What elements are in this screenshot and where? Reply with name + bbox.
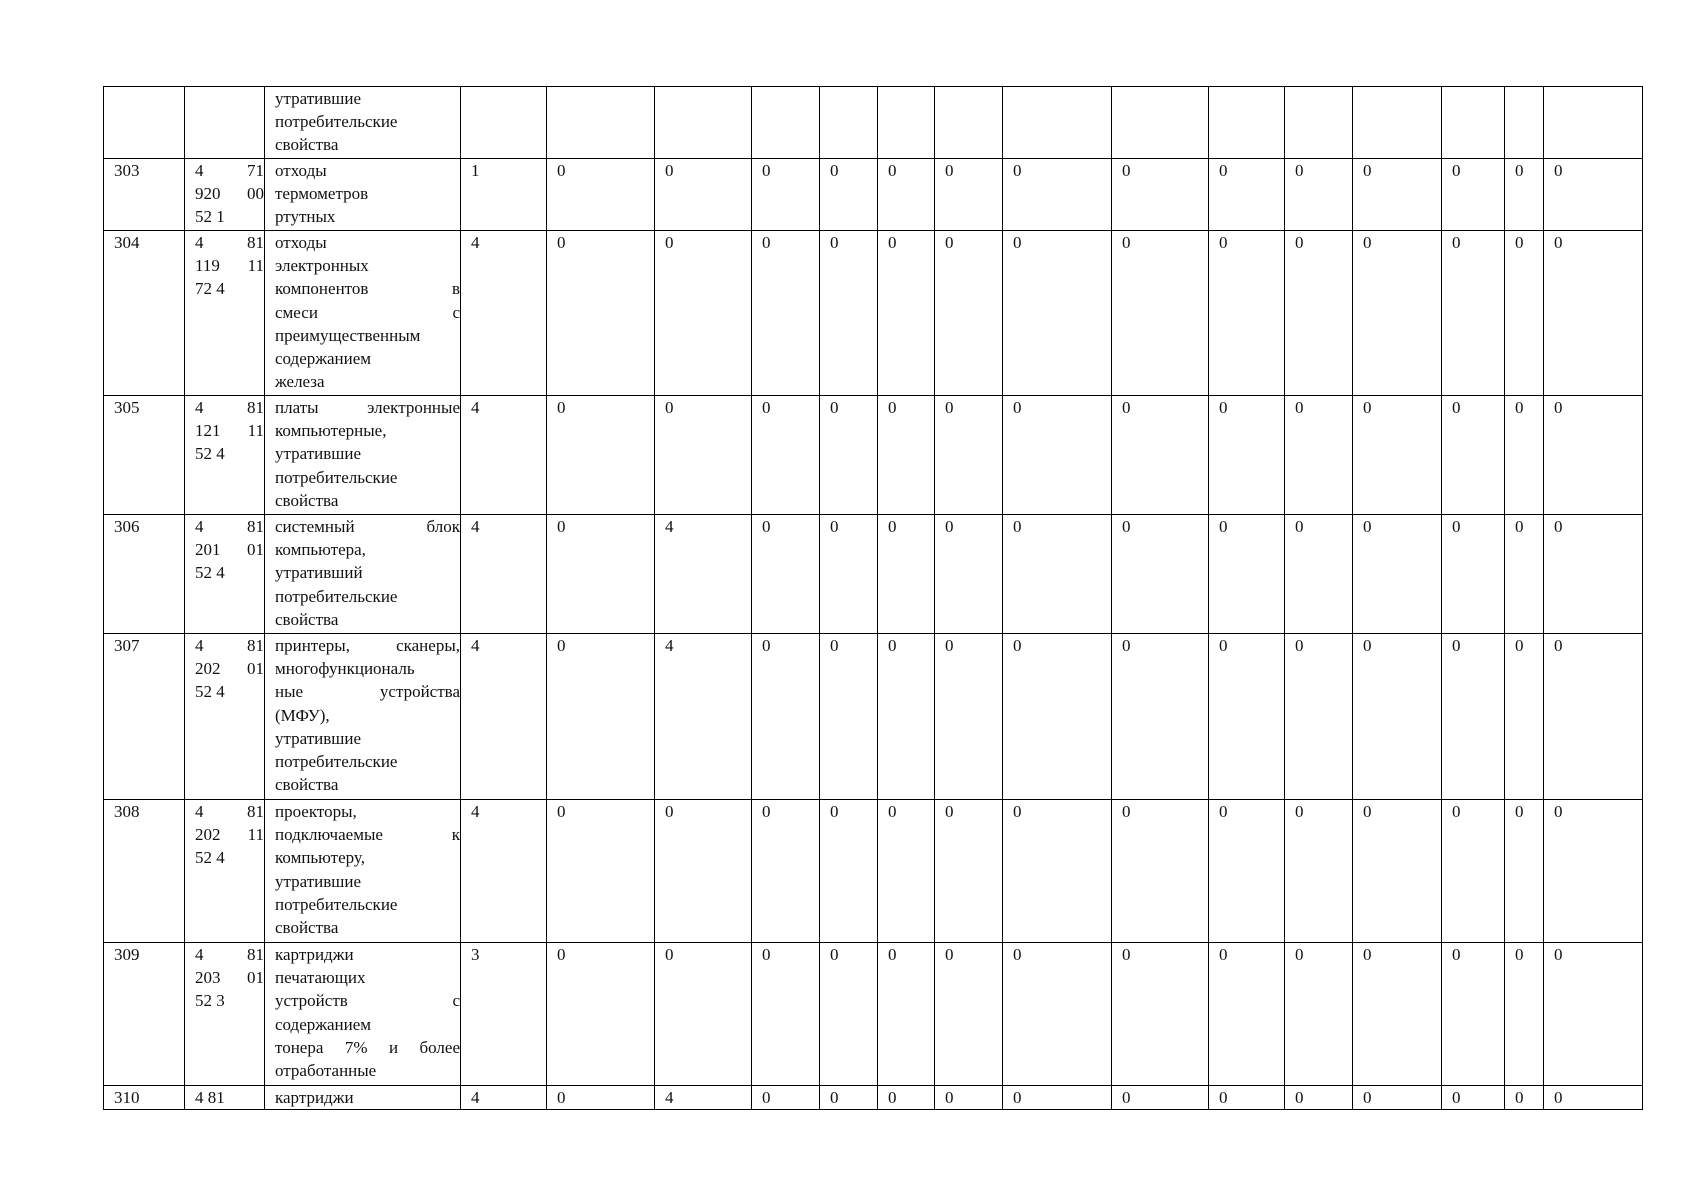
table-row bbox=[104, 396, 1643, 515]
waste-name-line: утратившие bbox=[275, 444, 362, 464]
waste-name-cell bbox=[265, 396, 461, 515]
waste-code-line: 4 81 bbox=[195, 945, 264, 964]
value-cell: 0 bbox=[1505, 396, 1544, 515]
waste-code-line: 52 4 bbox=[195, 563, 225, 583]
value-cell: 0 bbox=[935, 800, 1003, 943]
row-number-cell: 306 bbox=[104, 515, 185, 634]
waste-name-line: тонера 7% и более bbox=[275, 1037, 460, 1057]
value-cell: 0 bbox=[1353, 515, 1442, 634]
value-cell: 0 bbox=[1112, 159, 1209, 231]
waste-name-line: отходы bbox=[275, 233, 327, 252]
value-cell: 0 bbox=[1442, 800, 1505, 943]
waste-name-cell bbox=[265, 1086, 461, 1110]
value-cell: 0 bbox=[1209, 634, 1285, 800]
waste-name-line: утративший bbox=[275, 563, 363, 583]
waste-code-cell bbox=[185, 1086, 265, 1110]
table-row bbox=[104, 634, 1643, 800]
waste-name-line: потребительские bbox=[275, 112, 398, 132]
value-cell: 0 bbox=[1003, 634, 1112, 800]
value-cell: 0 bbox=[1112, 800, 1209, 943]
value-cell: 0 bbox=[878, 231, 935, 396]
waste-code-cell bbox=[185, 634, 265, 800]
waste-code-cell bbox=[185, 800, 265, 943]
value-cell: 0 bbox=[1209, 515, 1285, 634]
value-cell: 0 bbox=[1285, 634, 1353, 800]
value-cell: 4 bbox=[461, 800, 547, 943]
value-cell: 4 bbox=[461, 396, 547, 515]
value-cell bbox=[547, 87, 655, 159]
waste-name-line: системный блок bbox=[275, 517, 460, 536]
value-cell: 0 bbox=[752, 943, 820, 1086]
value-cell: 0 bbox=[1544, 634, 1643, 800]
value-cell: 0 bbox=[1442, 634, 1505, 800]
table-row bbox=[104, 231, 1643, 396]
waste-code-cell bbox=[185, 396, 265, 515]
value-cell bbox=[752, 87, 820, 159]
value-cell: 0 bbox=[547, 396, 655, 515]
waste-code-line: 52 3 bbox=[195, 991, 225, 1011]
waste-name-cell bbox=[265, 159, 461, 231]
value-cell: 0 bbox=[878, 800, 935, 943]
value-cell: 0 bbox=[547, 515, 655, 634]
value-cell: 0 bbox=[820, 1086, 878, 1110]
value-cell: 0 bbox=[547, 231, 655, 396]
value-cell: 0 bbox=[1353, 943, 1442, 1086]
row-number-cell: 303 bbox=[104, 159, 185, 231]
value-cell bbox=[878, 87, 935, 159]
value-cell: 0 bbox=[547, 943, 655, 1086]
value-cell: 0 bbox=[655, 396, 752, 515]
value-cell: 0 bbox=[1112, 231, 1209, 396]
waste-name-line: многофункциональ bbox=[275, 659, 415, 679]
value-cell: 0 bbox=[820, 396, 878, 515]
value-cell: 0 bbox=[935, 634, 1003, 800]
value-cell: 0 bbox=[878, 159, 935, 231]
value-cell: 1 bbox=[461, 159, 547, 231]
waste-code-line: 4 81 bbox=[195, 517, 264, 536]
value-cell: 0 bbox=[1112, 396, 1209, 515]
value-cell: 0 bbox=[1112, 1086, 1209, 1110]
waste-table bbox=[103, 86, 1643, 1110]
value-cell: 0 bbox=[878, 943, 935, 1086]
value-cell bbox=[820, 87, 878, 159]
waste-name-line: принтеры, сканеры, bbox=[275, 636, 460, 655]
waste-name-line: отходы bbox=[275, 161, 327, 180]
waste-name-line: подключаемые к bbox=[275, 825, 460, 845]
row-number-cell: 307 bbox=[104, 634, 185, 800]
waste-name-line: преимущественным bbox=[275, 325, 421, 345]
waste-code-cell bbox=[185, 87, 265, 159]
waste-name-cell bbox=[265, 943, 461, 1086]
waste-name-line: свойства bbox=[275, 135, 339, 155]
row-number-cell: 310 bbox=[104, 1086, 185, 1110]
value-cell: 4 bbox=[461, 231, 547, 396]
table-row bbox=[104, 943, 1643, 1086]
row-number-cell: 304 bbox=[104, 231, 185, 396]
waste-name-line: утратившие bbox=[275, 871, 362, 891]
value-cell: 0 bbox=[1544, 159, 1643, 231]
value-cell bbox=[461, 87, 547, 159]
waste-name-cell bbox=[265, 231, 461, 396]
waste-code-line: 4 81 bbox=[195, 398, 264, 417]
waste-name-line: ные устройства bbox=[275, 682, 460, 702]
waste-name-line: потребительские bbox=[275, 586, 398, 606]
value-cell: 0 bbox=[820, 231, 878, 396]
table-row bbox=[104, 515, 1643, 634]
table-row bbox=[104, 1086, 1643, 1110]
waste-name-line: свойства bbox=[275, 609, 339, 629]
waste-name-line: утратившие bbox=[275, 89, 362, 108]
value-cell bbox=[935, 87, 1003, 159]
value-cell: 0 bbox=[1285, 159, 1353, 231]
value-cell bbox=[1544, 87, 1643, 159]
value-cell: 0 bbox=[1209, 159, 1285, 231]
value-cell: 0 bbox=[1285, 1086, 1353, 1110]
waste-name-line: проекторы, bbox=[275, 802, 357, 821]
value-cell: 0 bbox=[752, 159, 820, 231]
value-cell bbox=[1353, 87, 1442, 159]
value-cell: 0 bbox=[1544, 396, 1643, 515]
waste-name-line: содержанием bbox=[275, 349, 372, 369]
waste-name-line: компьютера, bbox=[275, 540, 366, 560]
value-cell: 0 bbox=[935, 396, 1003, 515]
waste-name-line: потребительские bbox=[275, 894, 398, 914]
waste-name-line: компьютерные, bbox=[275, 421, 387, 441]
waste-name-line: термометров bbox=[275, 184, 369, 204]
value-cell: 0 bbox=[1544, 800, 1643, 943]
value-cell: 0 bbox=[820, 943, 878, 1086]
waste-code-line: 52 4 bbox=[195, 848, 225, 868]
value-cell: 0 bbox=[547, 634, 655, 800]
table-body bbox=[104, 87, 1643, 1110]
waste-name-line: утратившие bbox=[275, 728, 362, 748]
waste-code-line: 119 11 bbox=[195, 256, 264, 276]
value-cell: 0 bbox=[1442, 1086, 1505, 1110]
value-cell: 0 bbox=[1353, 159, 1442, 231]
value-cell: 0 bbox=[752, 800, 820, 943]
value-cell: 0 bbox=[1209, 800, 1285, 943]
waste-code-cell bbox=[185, 943, 265, 1086]
value-cell bbox=[1209, 87, 1285, 159]
value-cell bbox=[1285, 87, 1353, 159]
waste-code-line: 52 4 bbox=[195, 444, 225, 464]
row-number-cell bbox=[104, 87, 185, 159]
value-cell: 0 bbox=[752, 396, 820, 515]
waste-name-cell bbox=[265, 87, 461, 159]
value-cell: 4 bbox=[461, 515, 547, 634]
value-cell: 0 bbox=[1353, 800, 1442, 943]
waste-name-line: потребительские bbox=[275, 752, 398, 772]
waste-code-line: 4 81 bbox=[195, 636, 264, 655]
value-cell: 0 bbox=[1505, 515, 1544, 634]
value-cell: 0 bbox=[1003, 943, 1112, 1086]
value-cell: 0 bbox=[935, 1086, 1003, 1110]
value-cell bbox=[1003, 87, 1112, 159]
value-cell: 0 bbox=[878, 1086, 935, 1110]
value-cell: 0 bbox=[1285, 231, 1353, 396]
waste-name-line: свойства bbox=[275, 918, 339, 938]
waste-code-line: 72 4 bbox=[195, 279, 225, 299]
value-cell: 0 bbox=[1544, 943, 1643, 1086]
waste-name-cell bbox=[265, 515, 461, 634]
value-cell: 0 bbox=[1442, 159, 1505, 231]
value-cell: 0 bbox=[820, 634, 878, 800]
value-cell: 0 bbox=[1209, 943, 1285, 1086]
waste-name-line: (МФУ), bbox=[275, 705, 330, 725]
value-cell: 0 bbox=[820, 515, 878, 634]
value-cell: 0 bbox=[1442, 396, 1505, 515]
waste-code-line: 4 81 bbox=[195, 233, 264, 252]
value-cell: 0 bbox=[1003, 800, 1112, 943]
value-cell: 0 bbox=[820, 800, 878, 943]
value-cell: 0 bbox=[1544, 515, 1643, 634]
value-cell: 4 bbox=[655, 634, 752, 800]
waste-code-line: 4 71 bbox=[195, 161, 264, 180]
value-cell: 0 bbox=[1505, 1086, 1544, 1110]
waste-code-line: 121 11 bbox=[195, 421, 264, 441]
value-cell: 4 bbox=[461, 634, 547, 800]
waste-name-line: картриджи bbox=[275, 1088, 354, 1107]
row-number-cell: 309 bbox=[104, 943, 185, 1086]
value-cell: 0 bbox=[1112, 515, 1209, 634]
value-cell: 0 bbox=[935, 159, 1003, 231]
waste-name-line: печатающих bbox=[275, 968, 366, 988]
value-cell: 0 bbox=[820, 159, 878, 231]
waste-name-line: свойства bbox=[275, 490, 339, 510]
value-cell: 0 bbox=[1442, 515, 1505, 634]
value-cell: 0 bbox=[878, 515, 935, 634]
waste-name-line: железа bbox=[275, 372, 325, 392]
value-cell: 0 bbox=[1353, 1086, 1442, 1110]
value-cell: 0 bbox=[878, 634, 935, 800]
value-cell: 0 bbox=[1003, 1086, 1112, 1110]
value-cell: 0 bbox=[1442, 943, 1505, 1086]
value-cell bbox=[1112, 87, 1209, 159]
value-cell: 0 bbox=[1209, 396, 1285, 515]
value-cell: 0 bbox=[752, 231, 820, 396]
waste-name-line: платы электронные bbox=[275, 398, 460, 417]
row-number-cell: 305 bbox=[104, 396, 185, 515]
value-cell: 0 bbox=[935, 231, 1003, 396]
waste-code-line: 203 01 bbox=[195, 968, 264, 988]
value-cell: 0 bbox=[935, 515, 1003, 634]
waste-name-line: ртутных bbox=[275, 207, 336, 227]
value-cell: 0 bbox=[752, 634, 820, 800]
waste-code-line: 202 01 bbox=[195, 659, 264, 679]
row-number-cell: 308 bbox=[104, 800, 185, 943]
waste-name-line: отработанные bbox=[275, 1061, 377, 1081]
value-cell: 0 bbox=[1003, 159, 1112, 231]
waste-code-line: 4 81 bbox=[195, 1088, 225, 1107]
value-cell: 0 bbox=[752, 515, 820, 634]
waste-code-line: 201 01 bbox=[195, 540, 264, 560]
value-cell: 0 bbox=[655, 943, 752, 1086]
value-cell: 0 bbox=[878, 396, 935, 515]
value-cell: 0 bbox=[935, 943, 1003, 1086]
value-cell: 0 bbox=[1544, 1086, 1643, 1110]
waste-name-line: электронных bbox=[275, 256, 369, 276]
value-cell: 0 bbox=[655, 800, 752, 943]
value-cell: 4 bbox=[461, 1086, 547, 1110]
waste-code-cell bbox=[185, 515, 265, 634]
waste-name-line: компонентов в bbox=[275, 279, 460, 299]
waste-code-line: 4 81 bbox=[195, 802, 264, 821]
waste-name-line: компьютеру, bbox=[275, 848, 365, 868]
value-cell: 0 bbox=[655, 231, 752, 396]
value-cell: 0 bbox=[547, 800, 655, 943]
waste-name-line: потребительские bbox=[275, 467, 398, 487]
value-cell: 3 bbox=[461, 943, 547, 1086]
table-row bbox=[104, 800, 1643, 943]
value-cell: 0 bbox=[1003, 396, 1112, 515]
value-cell: 0 bbox=[1112, 634, 1209, 800]
waste-code-line: 52 4 bbox=[195, 682, 225, 702]
waste-name-line: картриджи bbox=[275, 945, 354, 964]
value-cell: 0 bbox=[1285, 396, 1353, 515]
value-cell: 0 bbox=[1209, 1086, 1285, 1110]
value-cell: 0 bbox=[1353, 634, 1442, 800]
waste-name-cell bbox=[265, 800, 461, 943]
value-cell: 0 bbox=[1285, 800, 1353, 943]
value-cell bbox=[655, 87, 752, 159]
waste-name-cell bbox=[265, 634, 461, 800]
waste-code-cell bbox=[185, 159, 265, 231]
value-cell bbox=[1505, 87, 1544, 159]
waste-code-cell bbox=[185, 231, 265, 396]
value-cell: 0 bbox=[1505, 800, 1544, 943]
waste-code-line: 52 1 bbox=[195, 207, 225, 227]
value-cell: 4 bbox=[655, 515, 752, 634]
value-cell: 4 bbox=[655, 1086, 752, 1110]
value-cell: 0 bbox=[1003, 231, 1112, 396]
waste-name-line: свойства bbox=[275, 775, 339, 795]
value-cell: 0 bbox=[752, 1086, 820, 1110]
waste-name-line: устройств с bbox=[275, 991, 460, 1011]
value-cell: 0 bbox=[1209, 231, 1285, 396]
waste-code-line: 202 11 bbox=[195, 825, 264, 845]
value-cell bbox=[1442, 87, 1505, 159]
waste-code-line: 920 00 bbox=[195, 184, 264, 204]
value-cell: 0 bbox=[1505, 231, 1544, 396]
table-row bbox=[104, 159, 1643, 231]
value-cell: 0 bbox=[1505, 634, 1544, 800]
table-row bbox=[104, 87, 1643, 159]
value-cell: 0 bbox=[1112, 943, 1209, 1086]
waste-name-line: содержанием bbox=[275, 1014, 372, 1034]
value-cell: 0 bbox=[655, 159, 752, 231]
value-cell: 0 bbox=[1544, 231, 1643, 396]
value-cell: 0 bbox=[1442, 231, 1505, 396]
value-cell: 0 bbox=[1285, 515, 1353, 634]
value-cell: 0 bbox=[1285, 943, 1353, 1086]
value-cell: 0 bbox=[1505, 943, 1544, 1086]
value-cell: 0 bbox=[1505, 159, 1544, 231]
waste-name-line: смеси с bbox=[275, 302, 460, 322]
value-cell: 0 bbox=[547, 159, 655, 231]
value-cell: 0 bbox=[1003, 515, 1112, 634]
value-cell: 0 bbox=[1353, 231, 1442, 396]
value-cell: 0 bbox=[547, 1086, 655, 1110]
value-cell: 0 bbox=[1353, 396, 1442, 515]
